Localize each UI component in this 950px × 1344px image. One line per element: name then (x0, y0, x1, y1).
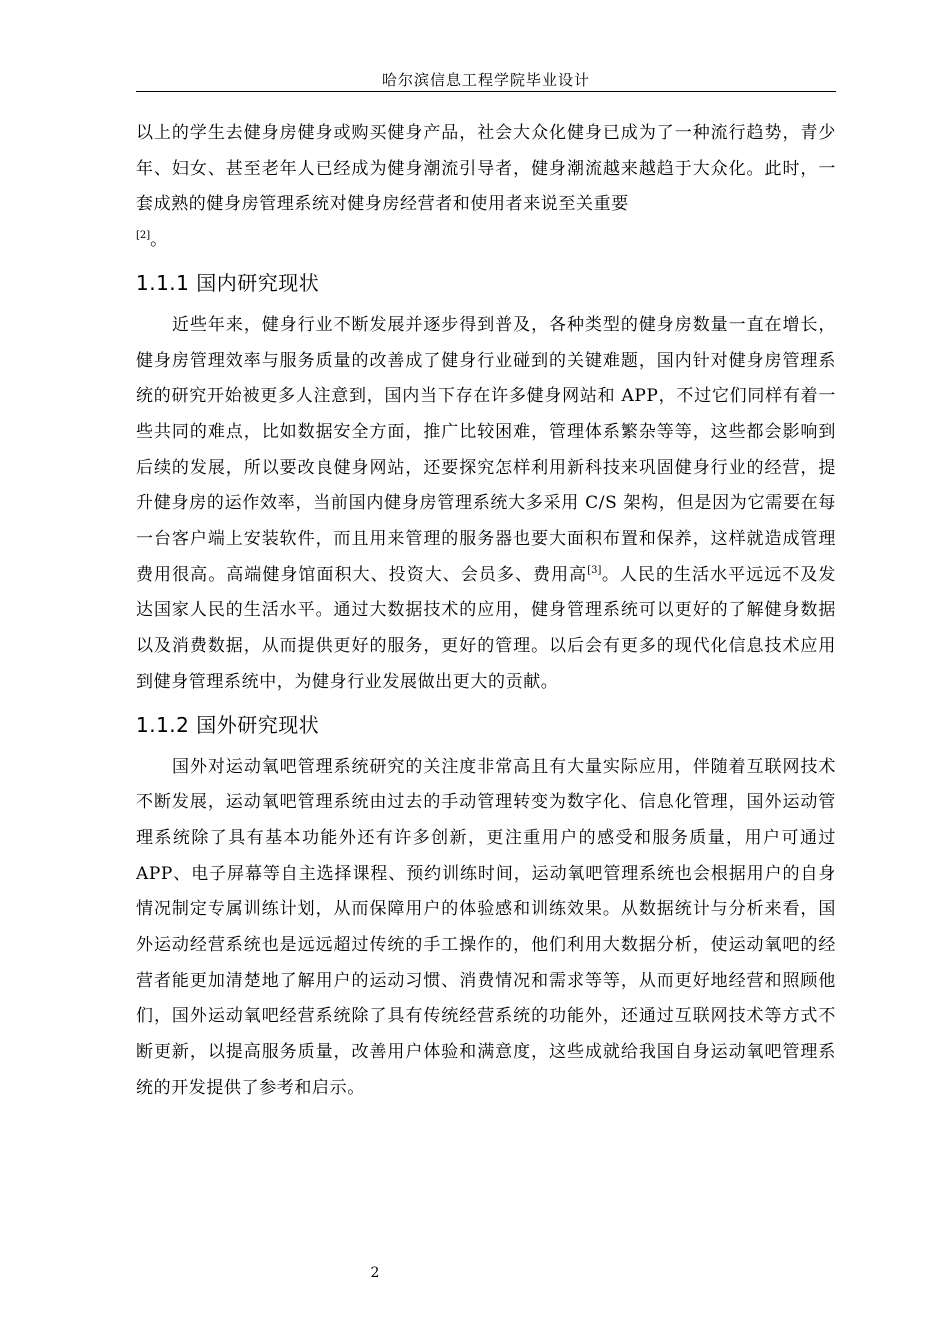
intro-tail: 。 (150, 230, 168, 251)
citation-2: [2] (136, 230, 151, 242)
section-heading-foreign: 1.1.2 国外研究现状 (136, 712, 320, 737)
page-number: 2 (370, 1265, 380, 1281)
domestic-paragraph (136, 308, 836, 701)
header-divider (136, 91, 836, 92)
domestic-text-part1: 近些年来，健身行业不断发展并逐步得到普及，各种类型的健身房数量一直在增长，健身房管理效率与服务质量的改善成了健身行业碰到的关键难题，国内针对健身房管理系统的研究开始被更多人注意到，国内当下存在许多健身网站和 APP，不过它们同样有着一些共同的难点，比如数据安全方面，推广比较困难，管理体系繁杂等等，这些都会影响到后续的发展，所以要改良健身网站，还要探究怎样利用新科技来巩固健身行业的经营，提升健身房的运作效率，当前国内健身房管理系统大多采用 C/S 架构，但是因为它需要在每一台客户端上安装软件，而且用来管理的服务器也要大面积布置和保养，这样就造成管理费用很高。高端健身馆面积大、投资大、会员多、费用高 (136, 314, 836, 585)
foreign-paragraph (136, 750, 836, 1107)
intro-text: 以上的学生去健身房健身或购买健身产品，社会大众化健身已成为了一种流行趋势，青少年、妇女、甚至老年人已经成为健身潮流引导者，健身潮流越来越趋于大众化。此时，一套成熟的健身房管理系统对健身房经营者和使用者来说至关重要 (136, 123, 836, 215)
document-body (136, 116, 836, 1107)
intro-paragraph (136, 116, 836, 259)
foreign-text: 国外对运动氧吧管理系统研究的关注度非常高且有大量实际应用，伴随着互联网技术不断发展，运动氧吧管理系统由过去的手动管理转变为数字化、信息化管理，国外运动管理系统除了具有基本功能外还有许多创新，更注重用户的感受和服务质量，用户可通过 APP、电子屏幕等自主选择课程、预约训练时间，运动氧吧管理系统也会根据用户的自身情况制定专属训练计划，从而保障用户的体验感和训练效果。从数据统计与分析来看，国外运动经营系统也是远远超过传统的手工操作的，他们利用大数据分析，使运动氧吧的经营者能更加清楚地了解用户的运动习惯、消费情况和需求等等，从而更好地经营和照顾他们，国外运动氧吧经营系统除了具有传统经营系统的功能外，还通过互联网技术等方式不断更新，以提高服务质量，改善用户体验和满意度，这些成就给我国自身运动氧吧管理系统的开发提供了参考和启示。 (136, 756, 836, 1098)
section-heading-domestic: 1.1.1 国内研究现状 (136, 270, 320, 295)
citation-3: [3] (587, 564, 602, 576)
domestic-text-part2: 。人民的生活水平远远不及发达国家人民的生活水平。通过大数据技术的应用，健身管理系统可以更好的了解健身数据以及消费数据，从而提供更好的服务，更好的管理。以后会有更多的现代化信息技术应用到健身管理系统中，为健身行业发展做出更大的贡献。 (136, 564, 836, 692)
page-header: 哈尔滨信息工程学院毕业设计 (381, 71, 590, 89)
